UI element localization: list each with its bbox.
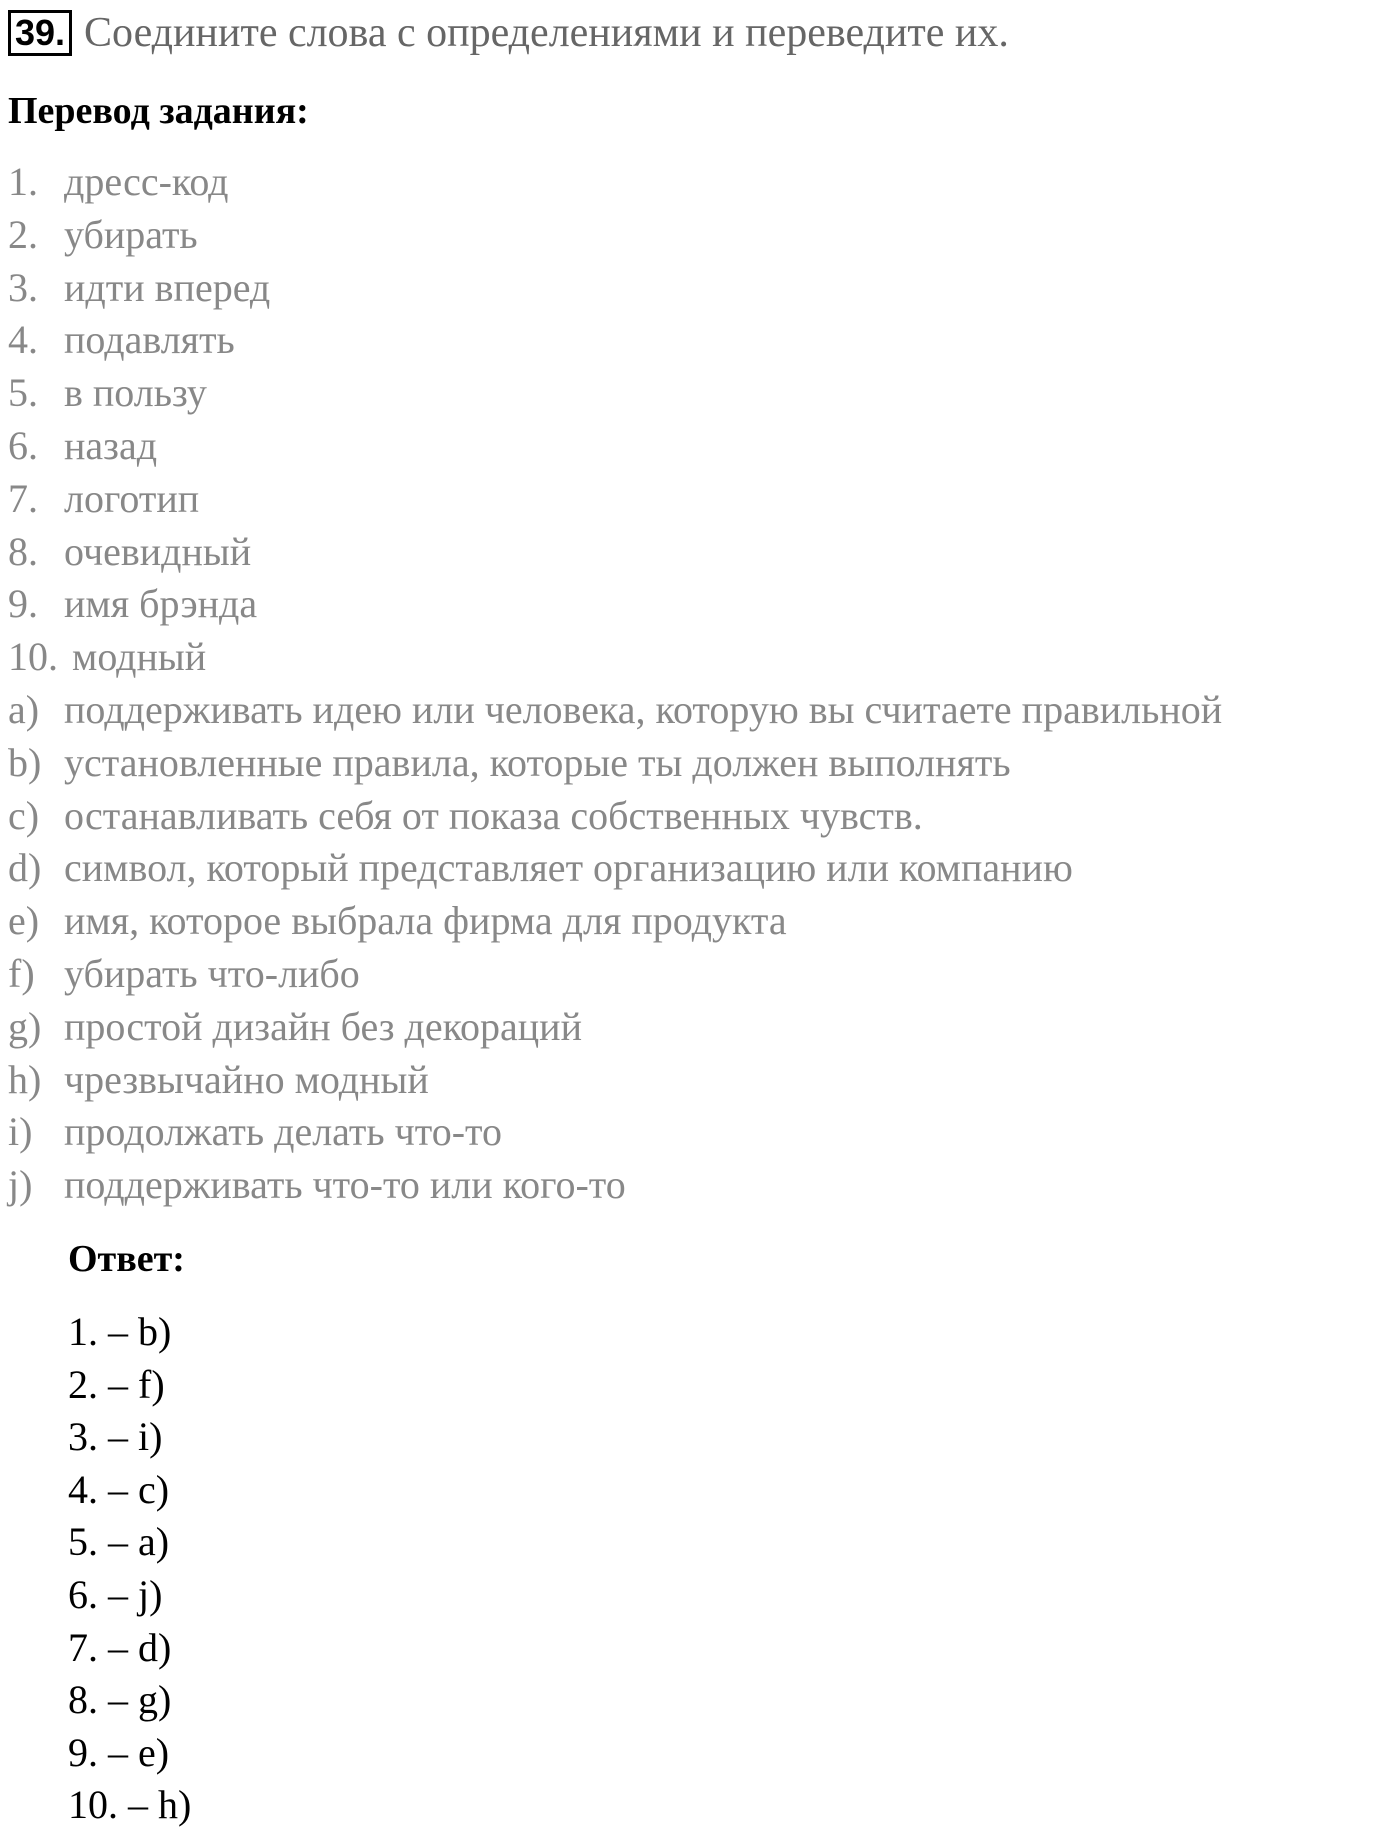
definition-item [8, 1054, 1222, 1107]
word-number: 9. [8, 581, 38, 627]
answer-item: 4. – c) [68, 1466, 170, 1512]
answer-item: 5. – a) [68, 1519, 170, 1565]
word-text: идти вперед [64, 264, 271, 310]
definition-letter: f) [8, 950, 35, 996]
definition-letter: j) [8, 1162, 33, 1208]
definition-item [8, 1159, 1222, 1212]
translation-heading: Перевод задания: [8, 90, 309, 132]
word-number: 10. [8, 634, 58, 680]
answer-item: 2. – f) [68, 1361, 165, 1407]
word-item [8, 578, 1222, 631]
word-item [8, 367, 1222, 420]
task-header [8, 8, 1009, 58]
definition-letter: g) [8, 1003, 42, 1049]
word-item [8, 526, 1222, 579]
word-text: дресс-код [64, 159, 229, 204]
word-number: 5. [8, 370, 38, 416]
definition-letter: c) [8, 792, 40, 838]
word-text: в пользу [64, 370, 207, 416]
definition-item [8, 842, 1222, 895]
definition-item [8, 895, 1222, 948]
definition-text: поддерживать идею или человека, которую вы считаете правильной [64, 686, 1223, 732]
answer-item: 10. – h) [68, 1782, 192, 1828]
word-text: очевидный [64, 528, 252, 574]
answer-item: 9. – e) [68, 1729, 170, 1775]
word-item [8, 209, 1222, 262]
definition-item [8, 737, 1222, 790]
word-number: 3. [8, 264, 38, 310]
definition-item [8, 684, 1222, 737]
translation-list [8, 156, 1222, 1212]
definition-letter: i) [8, 1109, 33, 1155]
answer-list [68, 1306, 191, 1832]
definition-item [8, 1106, 1222, 1159]
word-item [8, 314, 1222, 367]
word-number: 8. [8, 528, 38, 574]
definition-letter: e) [8, 898, 40, 944]
definition-text: продолжать делать что-то [64, 1109, 502, 1155]
answer-item: 6. – j) [68, 1571, 163, 1617]
word-number: 7. [8, 475, 38, 521]
word-text: убирать [64, 211, 198, 257]
word-text: подавлять [64, 317, 235, 363]
definition-item [8, 948, 1222, 1001]
definition-text: убирать что-либо [64, 950, 360, 996]
answer-item: 3. – i) [68, 1414, 163, 1460]
definition-text: поддерживать что-то или кого-то [64, 1162, 626, 1208]
word-item [8, 631, 1222, 684]
word-item [8, 262, 1222, 315]
word-text: логотип [64, 475, 200, 521]
definition-text: установленные правила, которые ты должен выполнять [64, 739, 1011, 785]
definition-letter: b) [8, 739, 42, 785]
word-item [8, 420, 1222, 473]
definition-letter: a) [8, 686, 40, 732]
task-number-box: 39. [8, 10, 72, 56]
definition-item [8, 790, 1222, 843]
word-item [8, 156, 1222, 209]
definition-text: имя, которое выбрала фирма для продукта [64, 898, 787, 944]
definition-letter: h) [8, 1056, 42, 1102]
word-number: 4. [8, 317, 38, 363]
word-text: имя брэнда [64, 581, 258, 627]
word-text: модный [72, 634, 207, 680]
task-instruction: Соедините слова с определениями и переведите их. [84, 10, 1009, 56]
answer-item: 7. – d) [68, 1624, 172, 1670]
definition-text: символ, который представляет организацию или компанию [64, 845, 1073, 891]
answer-item: 8. – g) [68, 1677, 172, 1723]
definition-text: останавливать себя от показа собственных чувств. [64, 792, 923, 838]
word-text: назад [64, 422, 158, 468]
answer-heading: Ответ: [68, 1238, 185, 1280]
definition-text: простой дизайн без декораций [64, 1003, 582, 1049]
word-number: 1. [8, 159, 38, 204]
word-number: 6. [8, 422, 38, 468]
word-number: 2. [8, 211, 38, 257]
definition-letter: d) [8, 845, 42, 891]
definition-item [8, 1001, 1222, 1054]
answer-item: 1. – b) [68, 1309, 172, 1354]
definition-text: чрезвычайно модный [64, 1056, 429, 1102]
word-item [8, 473, 1222, 526]
